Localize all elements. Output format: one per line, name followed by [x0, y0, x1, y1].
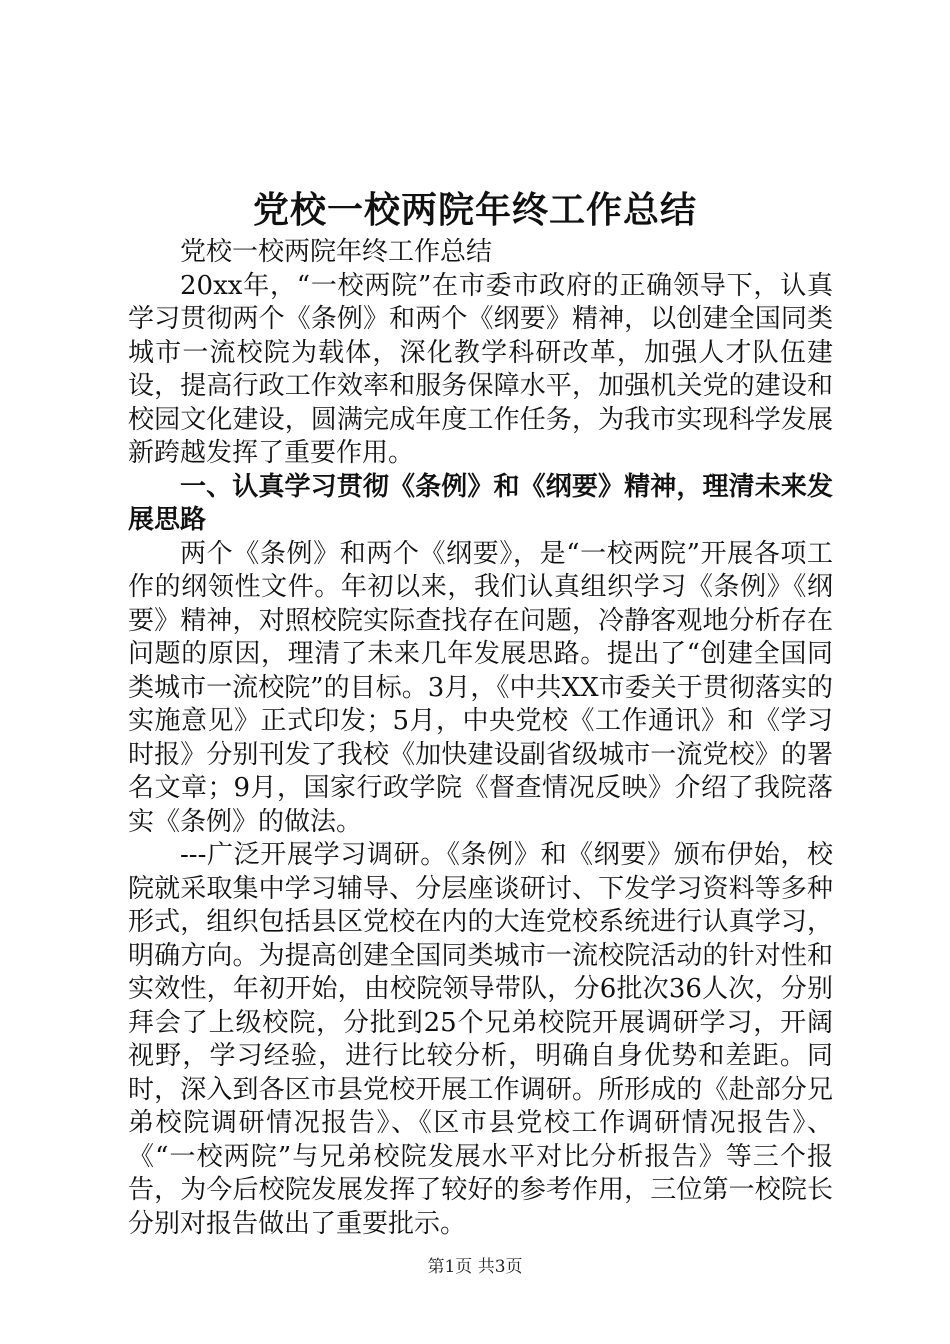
document-title: 党校一校两院年终工作总结 — [252, 189, 697, 231]
paragraph-body: ---广泛开展学习调研。《条例》和《纲要》颁布伊始，校院就采取集中学习辅导、分层座谈研讨、下发学习资料等多种形式，组织包括县区党校在内的大连党校系统进行认真学习，明确方向。为提高创建全国同类城市一流校院活动的针对性和实效性，年初开始，由校院领导带队，分6批次36人次，分别拜会了上级校院，分批到25个兄弟校院开展调研学习，开阔视野，学习经验，进行比较分析，明确自身优势和差距。同时，深入到各区市县党校开展工作调研。所形成的《赴部分兄弟校院调研情况报告》、《区市县党校工作调研情况报告》、《“一校两院”与兄弟校院发展水平对比分析报告》等三个报告，为今后校院发展发挥了较好的参考作用，三位第一校院长分别对报告做出了重要批示。 — [128, 840, 833, 1239]
document-body — [128, 236, 833, 1241]
page-footer: 第1页 共3页 — [427, 1257, 523, 1277]
paragraph-subtitle: 党校一校两院年终工作总结 — [180, 237, 493, 267]
paragraph-body: 两个《条例》和两个《纲要》，是“一校两院”开展各项工作的纲领性文件。年初以来，我们认真组织学习《条例》《纲要》精神，对照校院实际查找存在问题，冷静客观地分析存在问题的原因，理清了未来几年发展思路。提出了“创建全国同类城市一流校院”的目标。3月，《中共XX市委关于贯彻落实的实施意见》正式印发；5月，中央党校《工作通讯》和《学习时报》分别刊发了我校《加快建设副省级城市一流党校》的署名文章；9月，国家行政学院《督查情况反映》介绍了我院落实《条例》的做法。 — [128, 538, 833, 837]
section-heading: 一、认真学习贯彻《条例》和《纲要》精神，理清未来发展思路 — [128, 471, 833, 535]
paragraph-intro: 20xx年，“一校两院”在市委市政府的正确领导下，认真学习贯彻两个《条例》和两个《纲要》精神，以创建全国同类城市一流校院为载体，深化教学科研改革，加强人才队伍建设，提高行政工作效率和服务保障水平，加强机关党的建设和校园文化建设，圆满完成年度工作任务，为我市实现科学发展新跨越发挥了重要作用。 — [128, 270, 833, 468]
